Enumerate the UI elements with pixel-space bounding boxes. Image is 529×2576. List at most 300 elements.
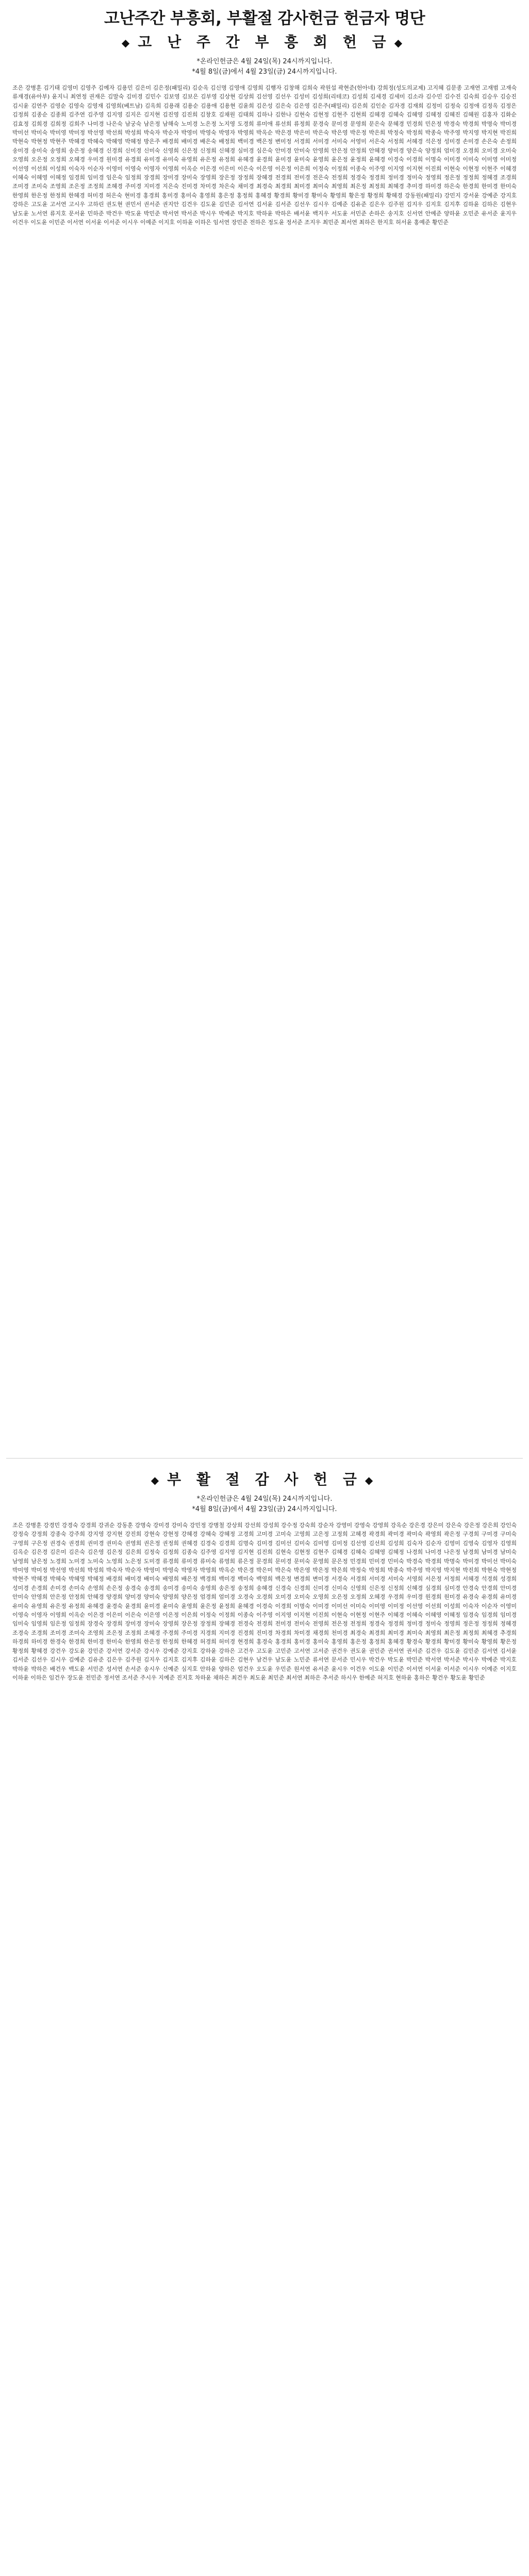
donor-name: 김지우 bbox=[143, 1656, 160, 1664]
donor-name: 서혜경 bbox=[406, 138, 423, 145]
donor-name: 김옥순 bbox=[12, 1549, 29, 1556]
donor-name: 조혜경 bbox=[143, 1629, 160, 1636]
donor-name: 이숙자 bbox=[462, 1602, 480, 1609]
donor-name: 신혜경 bbox=[219, 147, 236, 154]
donor-name: 이은희 bbox=[181, 1612, 198, 1619]
donor-name: 김영미 bbox=[443, 1539, 460, 1547]
donor-name: 진미경 bbox=[256, 1629, 273, 1636]
donor-name: 조정희 bbox=[125, 1629, 142, 1636]
donor-name: 허서윤 bbox=[395, 219, 412, 226]
donor-name: 우경희 bbox=[387, 1594, 404, 1601]
donor-name: 이미선 bbox=[331, 1602, 348, 1609]
donor-name: 도경희 bbox=[237, 120, 254, 127]
donor-name: 안하윤 bbox=[200, 1665, 217, 1672]
donor-name: 박은정 bbox=[350, 129, 367, 137]
donor-name: 이예준 bbox=[481, 1665, 498, 1672]
donor-name: 박현주 bbox=[49, 138, 67, 145]
donor-name: 서정희 bbox=[387, 138, 404, 145]
donor-name: 지미경 bbox=[143, 183, 160, 190]
donor-name: 지경희 bbox=[200, 1629, 217, 1636]
donor-name: 김영미 bbox=[61, 84, 78, 91]
donor-name: 구미숙 bbox=[500, 1531, 517, 1538]
donor-name: 박성희 bbox=[87, 1567, 104, 1574]
donor-name: 김지영 bbox=[219, 1549, 236, 1556]
donor-name: 박시우 bbox=[200, 210, 217, 217]
donor-name: 유영희 bbox=[31, 1602, 48, 1609]
section-header-revival bbox=[0, 31, 529, 52]
donor-name: 김은우 bbox=[106, 1656, 123, 1664]
donor-name: 박숙자 bbox=[106, 1567, 123, 1574]
donor-name: 전미경 bbox=[293, 174, 310, 181]
donor-name: 윤은정 bbox=[200, 1602, 217, 1609]
donor-name: 오경희 bbox=[462, 147, 480, 154]
donor-name: 김영순 bbox=[49, 102, 66, 109]
donor-name: 조은정 bbox=[106, 1629, 123, 1636]
donor-name: 김한나 bbox=[275, 111, 292, 118]
donor-name: 허은숙 bbox=[106, 192, 123, 199]
donor-name: 손은숙 bbox=[481, 138, 498, 145]
donor-name: 김주영 bbox=[87, 111, 104, 118]
donor-name: 박은미 bbox=[293, 129, 310, 137]
donor-name: 강수정 bbox=[280, 1522, 297, 1529]
donor-name: 남미숙 bbox=[500, 1549, 517, 1556]
donor-name: 이선희 bbox=[425, 1602, 442, 1609]
donor-name: 강하윤 bbox=[200, 1647, 217, 1654]
donor-name: 고재범 bbox=[482, 84, 499, 91]
donor-name: 고영희 bbox=[293, 1531, 310, 1538]
donor-name: 홍혜경 bbox=[255, 192, 272, 199]
donor-name: 윤은정 bbox=[331, 156, 348, 163]
donor-name: 유경숙 bbox=[462, 1594, 480, 1601]
donor-name: 김서연 bbox=[237, 201, 254, 208]
donor-name: 김미정 bbox=[331, 1539, 348, 1547]
donor-name: 박도윤 bbox=[387, 1656, 404, 1664]
donor-name: 현하윤 bbox=[395, 1674, 412, 1681]
donor-name: 성경희 bbox=[500, 1575, 517, 1583]
donor-name: 현경희 bbox=[237, 1638, 254, 1646]
donor-name: 김은숙 bbox=[275, 102, 291, 109]
donor-name: 남은정 bbox=[31, 1557, 48, 1565]
donor-name: 지예준 bbox=[158, 1674, 175, 1681]
donor-name: 권민서 bbox=[125, 201, 142, 208]
donor-name: 이도윤 bbox=[30, 219, 47, 226]
donor-name: 하시우 bbox=[341, 1674, 357, 1681]
donor-name: 신미숙 bbox=[331, 1584, 348, 1591]
donor-name: 강지현 bbox=[106, 1531, 123, 1538]
donor-name: 김서준 bbox=[275, 201, 292, 208]
donor-name: 이하윤 bbox=[12, 1674, 29, 1681]
donor-name: 하미경 bbox=[425, 183, 442, 190]
donor-name: 류선희 bbox=[275, 120, 292, 127]
donor-name: 류영희 bbox=[219, 1557, 236, 1565]
donor-name: 서민준 bbox=[350, 210, 367, 217]
donor-name: 김현우 bbox=[500, 201, 517, 208]
donor-name: 양정희 bbox=[425, 147, 442, 154]
donor-name: 류미숙 bbox=[200, 1557, 217, 1565]
donor-name: 정미숙 bbox=[425, 1620, 442, 1628]
donor-name: 유정희 bbox=[219, 156, 236, 163]
donor-name: 심미경 bbox=[443, 1584, 460, 1591]
donor-name: 홍미경 bbox=[293, 1638, 310, 1646]
donor-name: 김하윤 bbox=[200, 1656, 217, 1664]
donor-name: 박혜영 bbox=[69, 1575, 86, 1583]
donor-name: 김지은 bbox=[125, 111, 142, 118]
donor-name: 강귀순 bbox=[98, 1522, 115, 1529]
donor-name: 오은정 bbox=[31, 156, 48, 163]
donor-name: 이은미 bbox=[219, 165, 236, 172]
donor-name: 한은정 bbox=[143, 1638, 160, 1646]
donor-name: 박현숙 bbox=[481, 1567, 498, 1574]
donor-name: 권서준 bbox=[406, 1647, 423, 1654]
donor-name: 김용현 bbox=[219, 102, 236, 109]
donor-name: 곽현준(헌아네) bbox=[338, 84, 376, 91]
donor-name: 김신명 bbox=[210, 84, 227, 91]
donor-name: 민미경 bbox=[369, 1557, 386, 1565]
donor-name: 이진희 bbox=[425, 165, 442, 172]
donor-name: 배경희 bbox=[106, 1575, 123, 1583]
donor-name: 문은정 bbox=[331, 1557, 348, 1565]
donor-name: 김선영 bbox=[256, 93, 273, 100]
donor-name: 이혜정 bbox=[49, 174, 67, 181]
donor-name: 정정희 bbox=[481, 1620, 498, 1628]
donor-name: 손은정 bbox=[106, 1584, 123, 1591]
donor-name: 서혜경 bbox=[462, 1575, 480, 1583]
donor-name: 이미정 bbox=[500, 156, 517, 163]
donor-name: 엄경희 bbox=[200, 1594, 217, 1601]
donor-name: 주미경 bbox=[181, 1629, 198, 1636]
donor-name: 박미경 bbox=[500, 120, 517, 127]
donor-name: 임정희 bbox=[69, 1620, 86, 1628]
donor-name: 김영주 bbox=[80, 84, 96, 91]
donor-name: 이현숙 bbox=[443, 165, 460, 172]
donor-name: 장경숙 bbox=[87, 1620, 104, 1628]
donor-name: 박현주 bbox=[12, 1575, 29, 1583]
donor-name: 최민준 bbox=[322, 219, 339, 226]
donor-name: 윤지니 bbox=[52, 93, 69, 100]
donor-name: 백은정 bbox=[256, 138, 273, 145]
donor-name: 박서준 bbox=[181, 210, 198, 217]
donor-name: 문경숙 bbox=[312, 120, 329, 127]
donor-name: 한미숙 bbox=[106, 1638, 123, 1646]
donor-name: 권서준 bbox=[143, 201, 160, 208]
donor-name: 김옥희 bbox=[144, 102, 161, 109]
donor-name: 서경숙 bbox=[331, 1575, 348, 1583]
donor-name: 노서연 bbox=[31, 210, 48, 217]
donor-name: 최서연 bbox=[341, 219, 357, 226]
donor-name: 안영희 bbox=[31, 1594, 48, 1601]
donor-name: 박정숙 bbox=[350, 1567, 367, 1574]
donor-name: 나은정 bbox=[443, 1549, 460, 1556]
donor-name: 문미숙 bbox=[293, 1557, 310, 1565]
donor-name: 김시윤 bbox=[12, 102, 29, 109]
donor-name: 배경희 bbox=[162, 138, 179, 145]
donor-name: 양하은 bbox=[219, 1665, 236, 1672]
donor-name: 김용래 bbox=[163, 102, 180, 109]
donor-name: 이시우 bbox=[462, 1665, 480, 1672]
donor-list-revival bbox=[12, 83, 517, 1448]
donor-name: 홍경희 bbox=[275, 1638, 292, 1646]
donor-name: 우미경 bbox=[87, 156, 104, 163]
donor-name: 김민수 bbox=[144, 93, 161, 100]
donor-name: 이영미 bbox=[500, 1602, 517, 1609]
donor-name: 류미애 bbox=[256, 120, 273, 127]
donor-name: 박은희 bbox=[369, 129, 386, 137]
donor-name: 황은정 bbox=[349, 192, 366, 199]
note-line: *4월 8일(금)에서 4월 23일(금) 24시까지입니다. bbox=[192, 68, 337, 76]
donor-name: 권경숙 bbox=[49, 1539, 67, 1547]
donor-name: 조정희 bbox=[87, 183, 104, 190]
donor-name: 안미숙 bbox=[293, 147, 310, 154]
donor-name: 손영희 bbox=[87, 1584, 104, 1591]
donor-name: 장정희 bbox=[237, 174, 254, 181]
donor-name: 송은정 bbox=[219, 1584, 236, 1591]
donor-name: 전미경 bbox=[275, 1620, 292, 1628]
donor-name: 박은숙 bbox=[312, 129, 329, 137]
donor-name: 박미선 bbox=[12, 129, 29, 137]
donor-name: 양경희 bbox=[106, 1594, 123, 1601]
donor-name: 권정희 bbox=[162, 1539, 179, 1547]
donor-name: 권혜경 bbox=[181, 1539, 198, 1547]
donor-name: 김채원 bbox=[219, 111, 236, 118]
donor-name: 김현정 bbox=[293, 1549, 310, 1556]
donor-name: 정서연 bbox=[103, 1674, 120, 1681]
donor-name: 고도윤 bbox=[256, 1647, 273, 1654]
donor-name: 김지현 bbox=[143, 111, 160, 118]
donor-name: 안정희 bbox=[350, 147, 367, 154]
donor-name: 신서연 bbox=[406, 210, 423, 217]
note-line: *온라인헌금은 4월 24일(목) 24시까지입니다. bbox=[196, 1495, 333, 1503]
donor-name: 전경숙 bbox=[237, 1620, 254, 1628]
donor-name: 송정희 bbox=[237, 1584, 254, 1591]
donor-name: 남경희 bbox=[462, 1549, 480, 1556]
donor-name: 정경숙 bbox=[369, 1620, 386, 1628]
donor-name: 강진희 bbox=[125, 1531, 142, 1538]
donor-name: 문영희 bbox=[312, 1557, 329, 1565]
donor-name: 이명숙 bbox=[293, 1602, 310, 1609]
donor-name: 강경민 bbox=[43, 1522, 60, 1529]
donor-name: 박민준 bbox=[143, 210, 160, 217]
donor-name: 장경희 bbox=[106, 1620, 123, 1628]
donor-name: 서미숙 bbox=[387, 1575, 404, 1583]
donor-name: 황건우 bbox=[432, 1674, 449, 1681]
donor-name: 신은정 bbox=[181, 147, 198, 154]
donor-name: 장경희 bbox=[143, 174, 160, 181]
donor-name: 남궁숙 bbox=[125, 120, 142, 127]
donor-name: 안혜경 bbox=[87, 1594, 104, 1601]
donor-name: 전영희 bbox=[312, 1620, 329, 1628]
donor-name: 김재희 bbox=[407, 102, 424, 109]
donor-name: 임정희 bbox=[125, 174, 142, 181]
donor-name: 강성희 bbox=[262, 1522, 279, 1529]
donor-name: 박미경 bbox=[462, 1557, 480, 1565]
donor-name: 강민지 bbox=[444, 192, 461, 199]
donor-name: 강동원(패밀리) bbox=[404, 192, 442, 199]
donor-name: 문은숙 bbox=[369, 120, 386, 127]
donor-name: 엄미경 bbox=[443, 147, 460, 154]
donor-name: 김서윤 bbox=[500, 1647, 517, 1654]
donor-name: 박현정 bbox=[31, 138, 48, 145]
donor-name: 김예자 bbox=[98, 84, 115, 91]
donor-name: 박혜경 bbox=[69, 138, 86, 145]
donor-name: 박은정 bbox=[312, 1567, 329, 1574]
donor-name: 박선영 bbox=[87, 129, 104, 137]
donor-name: 김은숙 bbox=[69, 1549, 86, 1556]
donor-name: 곽경희 bbox=[369, 1531, 386, 1538]
donor-name: 이혜경 bbox=[500, 165, 517, 172]
donor-name: 이현정 bbox=[350, 1612, 367, 1619]
donor-name: 고서연 bbox=[49, 201, 67, 208]
donor-name: 권경희 bbox=[69, 1539, 86, 1547]
donor-name: 송미숙 bbox=[31, 147, 48, 154]
donor-name: 오혜경 bbox=[69, 156, 86, 163]
donor-name: 김도윤 bbox=[200, 201, 217, 208]
section-notes-revival bbox=[0, 57, 529, 77]
donor-name: 양은숙 bbox=[406, 147, 423, 154]
donor-name: 박정희 bbox=[369, 1567, 386, 1574]
donor-name: 박성희 bbox=[125, 129, 142, 137]
donor-name: 박지영 bbox=[462, 129, 480, 137]
donor-name: 김혜진 bbox=[443, 111, 460, 118]
donor-name: 이서연 bbox=[406, 1665, 423, 1672]
donor-name: 강하은 bbox=[219, 1647, 236, 1654]
donor-name: 김숙자 bbox=[406, 1539, 423, 1547]
donor-name: 홍혜경 bbox=[387, 1638, 404, 1646]
donor-name: 한미경 bbox=[87, 1638, 104, 1646]
donor-name: 신은정 bbox=[369, 1584, 386, 1591]
donor-name: 정미숙 bbox=[406, 174, 423, 181]
donor-name: 백은정 bbox=[275, 1575, 292, 1583]
donor-name: 한영희 bbox=[12, 192, 29, 199]
donor-name: 김은영 bbox=[293, 102, 310, 109]
donor-name: 하은숙 bbox=[443, 183, 460, 190]
donor-name: 고시우 bbox=[69, 201, 86, 208]
donor-name: 지은숙 bbox=[162, 183, 179, 190]
donor-name: 김은경 bbox=[31, 1549, 48, 1556]
donor-name: 최하은 bbox=[359, 219, 376, 226]
donor-name: 한은정 bbox=[31, 192, 48, 199]
donor-name: 강시우 bbox=[143, 1647, 160, 1654]
donor-name: 서경희 bbox=[293, 138, 310, 145]
donor-name: 양미숙 bbox=[143, 1594, 160, 1601]
donor-name: 최미숙 bbox=[312, 183, 329, 190]
donor-name: 고민준 bbox=[275, 1647, 292, 1654]
donor-name: 이은정 bbox=[162, 1612, 179, 1619]
donor-name: 안혜경 bbox=[369, 147, 386, 154]
donor-name: 이지영 bbox=[275, 1612, 292, 1619]
donor-name: 박하은 bbox=[31, 1665, 48, 1672]
donor-name: 김미영 bbox=[312, 1539, 329, 1547]
donor-name: 홍정희 bbox=[236, 192, 253, 199]
donor-name: 김정희 bbox=[12, 111, 29, 118]
donor-name: 나경희 bbox=[406, 1549, 423, 1556]
donor-name: 조혜경 bbox=[106, 183, 123, 190]
donor-name: 강하은 bbox=[12, 201, 29, 208]
donor-name: 박지현 bbox=[443, 1567, 460, 1574]
donor-name: 윤정희 bbox=[219, 1602, 236, 1609]
donor-name: 이지호 bbox=[158, 219, 175, 226]
donor-name: 백미경 bbox=[219, 1575, 236, 1583]
donor-name: 김민준 bbox=[219, 201, 236, 208]
donor-name: 손미경 bbox=[462, 138, 480, 145]
donor-name: 채미경 bbox=[237, 183, 254, 190]
donor-name: 강지호 bbox=[500, 192, 517, 199]
donor-name: 이정숙 bbox=[200, 1612, 217, 1619]
donor-name: 최서연 bbox=[286, 1674, 303, 1681]
donor-name: 김지후 bbox=[443, 201, 460, 208]
donor-name: 강영미 bbox=[336, 1522, 353, 1529]
donor-name: 강종숙 bbox=[49, 1531, 67, 1538]
donor-name: 박혜정 bbox=[87, 1575, 104, 1583]
donor-name: 임경숙 bbox=[462, 1612, 480, 1619]
donor-name: 양미경 bbox=[387, 147, 404, 154]
donor-name: 이은영 bbox=[143, 1612, 160, 1619]
donor-name: 안경희 bbox=[481, 1584, 498, 1591]
donor-name: 안정희 bbox=[69, 1594, 86, 1601]
donor-name: 전민준 bbox=[85, 1674, 102, 1681]
donor-name: 김미경 bbox=[256, 1539, 273, 1547]
donor-name: 김현희 bbox=[350, 111, 367, 118]
donor-name: 강정희 bbox=[31, 1531, 48, 1538]
donor-name: 김선우 bbox=[31, 1656, 48, 1664]
donor-name: 김희정 bbox=[49, 120, 67, 127]
donor-name: 황민준 bbox=[432, 219, 449, 226]
donor-name: 신경희 bbox=[106, 147, 123, 154]
donor-name: 강정숙 bbox=[12, 1531, 29, 1538]
donor-name: 손하은 bbox=[369, 210, 386, 217]
donor-name: 권지안 bbox=[162, 201, 179, 208]
donor-name: 윤혜경 bbox=[369, 156, 386, 163]
donor-name: 김혜경 bbox=[369, 111, 386, 118]
donor-name: 황정희 bbox=[367, 192, 384, 199]
donor-name: 김성희(리테코) bbox=[312, 93, 350, 100]
donor-name: 양하윤 bbox=[443, 210, 460, 217]
donor-name: 홍미숙 bbox=[312, 1638, 329, 1646]
donor-name: 이경숙 bbox=[387, 156, 404, 163]
donor-name: 김민준 bbox=[462, 1647, 480, 1654]
donor-name: 권건우 bbox=[331, 1647, 348, 1654]
donor-name: 홍은정 bbox=[350, 1638, 367, 1646]
donor-name: 강현숙 bbox=[143, 1531, 160, 1538]
donor-name: 임경희 bbox=[481, 1612, 498, 1619]
donor-name: 이영숙 bbox=[125, 165, 142, 172]
donor-name: 박숙자 bbox=[143, 129, 160, 137]
donor-name: 백도윤 bbox=[69, 1665, 86, 1672]
donor-name: 오혜경 bbox=[369, 1594, 386, 1601]
donor-name: 이옥순 bbox=[181, 165, 198, 172]
donor-name: 도미경 bbox=[143, 1557, 160, 1565]
donor-name: 강순자 bbox=[317, 1522, 334, 1529]
donor-name: 강영희 bbox=[372, 1522, 389, 1529]
donor-name: 강혜정 bbox=[219, 1531, 236, 1538]
donor-name: 최하은 bbox=[304, 1674, 321, 1681]
donor-name: 곽미숙 bbox=[406, 1531, 423, 1538]
donor-name: 김승진 bbox=[500, 93, 517, 100]
donor-name: 채하은 bbox=[213, 1674, 230, 1681]
donor-name: 한혜경 bbox=[181, 1638, 198, 1646]
donor-name: 노미숙 bbox=[87, 1557, 104, 1565]
donor-name: 추경희 bbox=[500, 1629, 517, 1636]
section-notes-easter bbox=[0, 1494, 529, 1515]
donor-name: 오영희 bbox=[312, 1594, 329, 1601]
donor-name: 고건우 bbox=[237, 1647, 254, 1654]
diamond-icon: ◆ bbox=[151, 1474, 164, 1486]
donor-name: 전하은 bbox=[250, 219, 266, 226]
donor-name: 강인숙 bbox=[500, 1522, 517, 1529]
donor-name: 김지후 bbox=[181, 1656, 198, 1664]
donor-name: 강희정(성도의교제) bbox=[377, 84, 426, 91]
donor-name: 진지호 bbox=[176, 1674, 193, 1681]
donor-name: 윤경숙 bbox=[106, 1602, 123, 1609]
